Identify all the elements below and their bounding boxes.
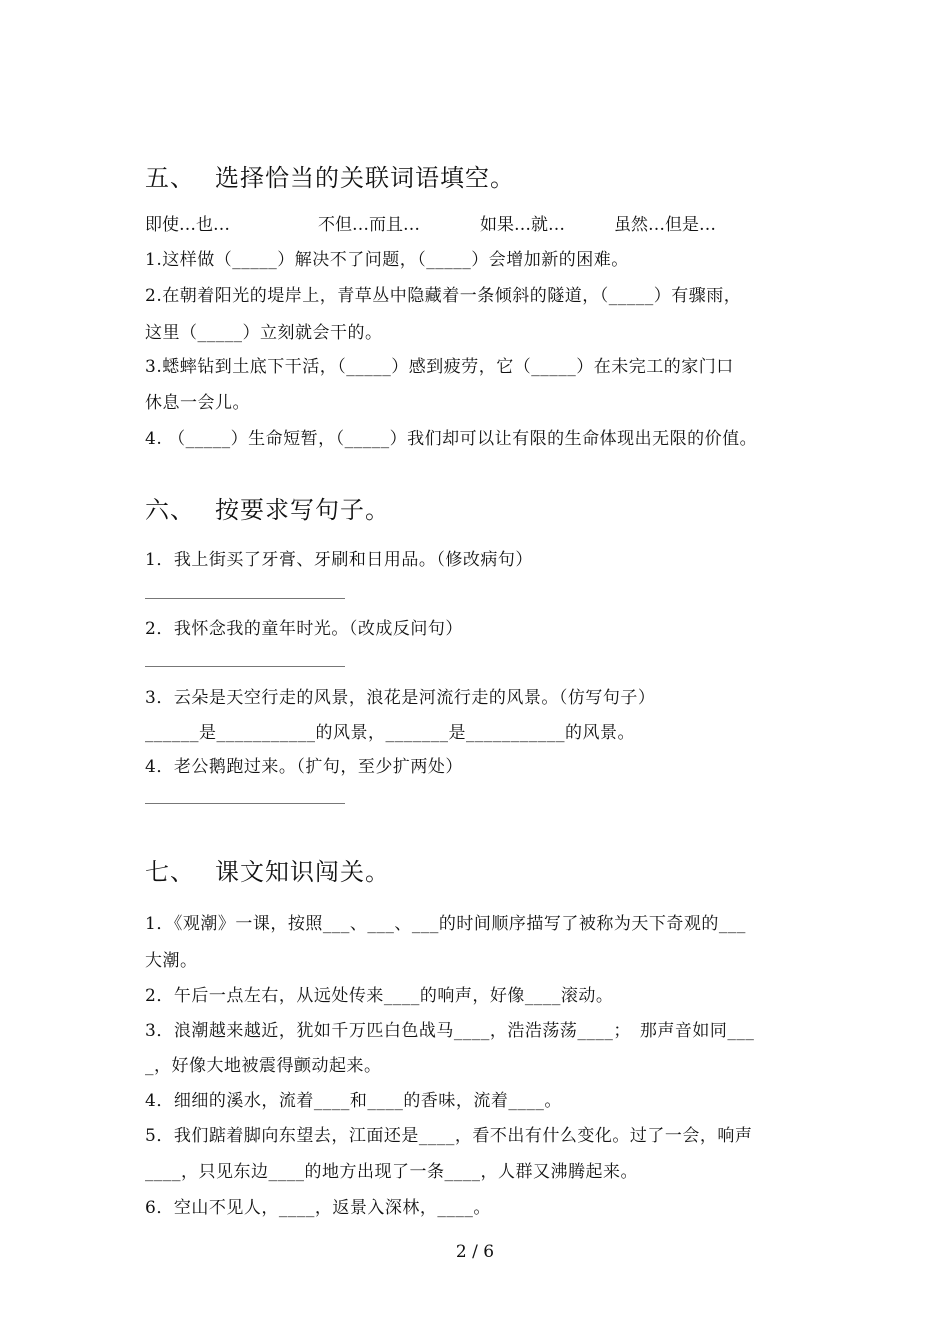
sec7-line-9: 6．空山不见人，____，返景入深林，____。 (145, 1198, 491, 1218)
sec5-line-5: 休息一会儿。 (145, 393, 250, 413)
sec6-question-3-blanks: ______是___________的风景，_______是___________的风景。 (145, 723, 635, 743)
answer-line-1 (145, 598, 345, 599)
sec7-line-6: 4．细细的溪水，流着____和____的香味，流着____。 (145, 1091, 562, 1111)
sec5-line-2: 2.在朝着阳光的堤岸上，青草丛中隐藏着一条倾斜的隧道，（_____）有骤雨， (145, 286, 742, 306)
section-5-heading (145, 158, 515, 193)
section-6-title: 按要求写句子。 (215, 496, 390, 524)
sec6-question-3: 3．云朵是天空行走的风景，浪花是河流行走的风景。（仿写句子） (145, 688, 656, 708)
sec6-question-2: 2．我怀念我的童年时光。（改成反问句） (145, 619, 463, 639)
sec5-line-1: 1.这样做（_____）解决不了问题，（_____）会增加新的困难。 (145, 250, 629, 270)
section-6-heading (145, 490, 390, 525)
section-7-number: 七、 (145, 858, 195, 886)
sec7-line-3: 2．午后一点左右，从远处传来____的响声，好像____滚动。 (145, 986, 614, 1006)
sec6-question-1: 1．我上街买了牙膏、牙刷和日用品。（修改病句） (145, 550, 533, 570)
sec7-line-5: _，好像大地被震得颤动起来。 (145, 1056, 382, 1076)
option-4: 虽然…但是… (614, 215, 716, 235)
section-6-number: 六、 (145, 496, 195, 524)
sec7-line-7: 5．我们踮着脚向东望去，江面还是____，看不出有什么变化。过了一会，响声 (145, 1126, 753, 1146)
sec5-line-6: 4. （_____）生命短暂，（_____）我们却可以让有限的生命体现出无限的价值。 (145, 429, 758, 449)
option-3: 如果…就… (480, 215, 565, 235)
page-number: 2 / 6 (455, 1242, 495, 1262)
sec5-line-3: 这里（_____）立刻就会干的。 (145, 323, 383, 343)
section-7-title: 课文知识闯关。 (215, 858, 390, 886)
option-2: 不但…而且… (318, 215, 420, 235)
sec7-line-4: 3．浪潮越来越近，犹如千万匹白色战马____，浩浩荡荡____； 那声音如同___ (145, 1021, 755, 1041)
option-1: 即使…也… (145, 215, 230, 235)
sec7-line-1: 1．《观潮》一课，按照___、___、___的时间顺序描写了被称为天下奇观的___ (145, 914, 746, 934)
answer-line-4 (145, 803, 345, 804)
section-5-number: 五、 (145, 164, 195, 192)
section-5-title: 选择恰当的关联词语填空。 (215, 164, 515, 192)
sec6-question-4: 4．老公鹅跑过来。（扩句，至少扩两处） (145, 757, 463, 777)
section-7-heading (145, 852, 390, 887)
answer-line-2 (145, 666, 345, 667)
sec5-line-4: 3.蟋蟀钻到土底下干活，（_____）感到疲劳，它（_____）在未完工的家门口 (145, 357, 734, 377)
sec7-line-2: 大潮。 (145, 951, 198, 971)
sec7-line-8: ____，只见东边____的地方出现了一条____，人群又沸腾起来。 (145, 1162, 638, 1182)
